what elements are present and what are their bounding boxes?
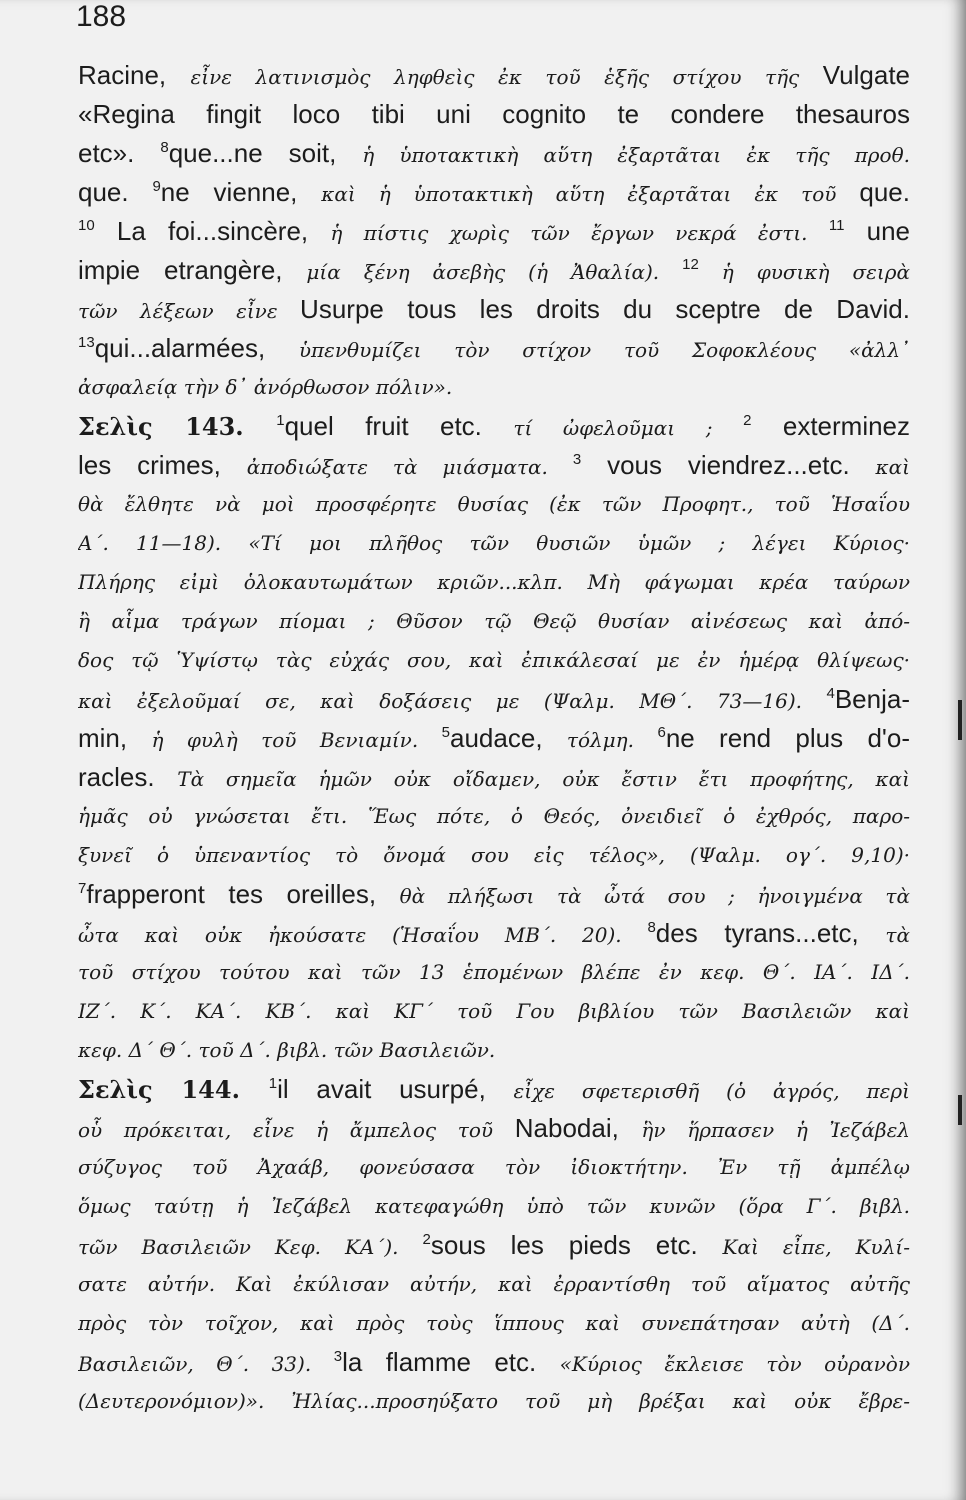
text-span: ξυνεῖ ὁ ὑπεναντίος τὸ ὄνομά σου εἰς τέλος», (Ψαλμ. ογ΄. 9,10)· <box>78 843 910 867</box>
text-line <box>78 290 910 329</box>
text-span: ἀσφαλείᾳ τὴν δ᾽ ἀνόρθωσον πόλιν». <box>78 375 453 399</box>
text-span: Benja- <box>834 684 910 714</box>
text-line <box>78 563 910 602</box>
footnote-number: 4 <box>826 685 835 702</box>
text-line <box>78 251 910 290</box>
section-heading: Σελὶς 144. <box>78 1075 269 1104</box>
text-span: ἡ φυλὴ τοῦ Βενιαμίν. <box>151 728 442 752</box>
text-span: τοῦ στίχου τούτου καὶ τῶν 13 ἑπομένων βλέπε ἐν κεφ. Θ΄. ΙΑ΄. ΙΔ΄. <box>78 960 910 984</box>
text-line <box>78 953 910 992</box>
text-span: Τὰ σημεῖα ἡμῶν οὐκ οἴδαμεν, οὐκ ἔστιν ἔτι προφήτης, καὶ <box>177 767 910 791</box>
text-span: audace, <box>450 723 567 753</box>
text-line <box>78 914 910 953</box>
edge-mark <box>958 1095 962 1125</box>
text-line <box>78 641 910 680</box>
text-line <box>78 212 910 251</box>
text-span: τῶν λέξεων εἶνε <box>78 299 301 323</box>
footnote-number: 5 <box>441 724 451 741</box>
text-span: ἡ πίστις χωρὶς τῶν ἔργων νεκρά ἐστι. <box>330 221 829 245</box>
text-span: τόλμη. <box>566 728 658 752</box>
text-span: que. <box>859 177 910 207</box>
text-span: les crimes, <box>78 450 247 480</box>
text-line <box>78 407 910 446</box>
text-span: καὶ ἐξελοῦμαί σε, καὶ δοξάσεις με (Ψαλμ. ΜΘ΄. 73—16). <box>78 689 827 713</box>
text-span: ἡ φυσικὴ σειρὰ <box>698 260 910 284</box>
footnote-number: 1 <box>268 1075 278 1092</box>
text-span: ὅμως ταύτῃ ἡ Ἰεζάβελ κατεφαγώθη ὑπὸ τῶν κυνῶν (ὅρα Γ΄. βιβλ. <box>78 1194 910 1218</box>
text-span: κεφ. Δ΄ Θ΄. τοῦ Δ΄. βιβλ. τῶν Βασιλειῶν. <box>78 1038 496 1062</box>
text-span: ἀποδιώξατε τὰ μιάσματα. <box>246 455 573 479</box>
footnote-number: 1 <box>276 412 285 429</box>
text-line <box>78 1031 910 1070</box>
text-span: εἶνε λατινισμὸς ληφθεὶς ἐκ τοῦ ἑξῆς στίχου τῆς <box>190 65 823 89</box>
footnote-number: 13 <box>78 334 95 351</box>
text-line <box>78 1187 910 1226</box>
footnote-number: 2 <box>743 412 752 429</box>
text-span: ἡ ὑποτακτικὴ αὕτη ἐξαρτᾶται ἐκ τῆς προθ. <box>362 143 910 167</box>
text-line <box>78 602 910 641</box>
text-span: «Κύριος ἔκλεισε τὸν οὐρανὸν <box>559 1352 910 1376</box>
text-span: Βασιλειῶν, Θ΄. 33). <box>78 1352 334 1376</box>
text-line <box>78 875 910 914</box>
text-span: εἶχε σφετερισθῆ (ὁ ἀγρός, περὶ <box>513 1079 910 1103</box>
footnote-number: 8 <box>160 139 169 156</box>
footnote-number: 2 <box>422 1231 431 1248</box>
text-span: une <box>844 216 910 246</box>
text-span: (Δευτερονόμιον)». Ἠλίας...προσηύξατο τοῦ μὴ βρέξαι καὶ οὐκ ἔβρε- <box>78 1389 910 1413</box>
footnote-number: 8 <box>647 919 656 936</box>
text-span: ὦτα καὶ οὐκ ἠκούσατε (Ἡσαΐου ΜΒ΄. 20). <box>78 923 648 947</box>
text-span: min, <box>78 723 152 753</box>
text-span: qui...alarmées, <box>94 333 299 363</box>
text-span: καὶ <box>875 455 910 479</box>
footnote-number: 3 <box>572 451 582 468</box>
text-line <box>78 1304 910 1343</box>
text-span: La foi...sincère, <box>94 216 331 246</box>
text-span: καὶ ἡ ὑποτακτικὴ αὕτη ἐξαρτᾶται ἐκ τοῦ <box>321 182 860 206</box>
text-span: Racine, <box>78 60 191 90</box>
text-span: θὰ ἔλθητε νὰ μοὶ προσφέρητε θυσίας (ἐκ τῶν Προφητ., τοῦ Ἡσαΐου <box>78 492 910 516</box>
text-span: Πλήρης εἰμὶ ὁλοκαυτωμάτων κριῶν...κλπ. Μὴ φάγωμαι κρέα ταύρων <box>78 570 910 594</box>
text-line <box>78 446 910 485</box>
text-span: quel fruit etc. <box>284 411 514 441</box>
text-span: μία ξένη ἀσεβὴς (ἡ Ἀθαλία). <box>306 260 683 284</box>
text-line <box>78 173 910 212</box>
text-span: Nabodai, <box>514 1113 642 1143</box>
text-span: τί ὠφελοῦμαι ; <box>513 416 744 440</box>
body-text <box>78 56 910 1421</box>
text-span: ὑπενθυμίζει τὸν στίχον τοῦ Σοφοκλέους «ἀλλ᾽ <box>298 338 910 362</box>
text-line <box>78 758 910 797</box>
text-span: sous les pieds etc. <box>430 1230 723 1260</box>
text-line <box>78 329 910 368</box>
edge-mark <box>958 700 962 740</box>
text-line <box>78 134 910 173</box>
text-span: Καὶ εἶπε, Κυλί- <box>722 1235 910 1259</box>
text-line <box>78 1265 910 1304</box>
footnote-number: 3 <box>333 1348 343 1365</box>
text-line <box>78 1148 910 1187</box>
text-line <box>78 368 910 407</box>
text-span: que...ne soit, <box>168 138 363 168</box>
text-span: etc». <box>78 138 161 168</box>
text-line <box>78 680 910 719</box>
text-span: vous viendrez...etc. <box>581 450 876 480</box>
footnote-number: 9 <box>152 178 161 195</box>
text-span: impie etrangère, <box>78 255 307 285</box>
text-span: πρὸς τὸν τοῖχον, καὶ πρὸς τοὺς ἵππους καὶ συνεπάτησαν αὐτὴ (Δ΄. <box>78 1311 910 1335</box>
text-line <box>78 719 910 758</box>
footnote-number: 7 <box>78 880 87 897</box>
page-number: 188 <box>76 0 127 33</box>
text-line <box>78 1382 910 1421</box>
text-span: la flamme etc. <box>342 1347 560 1377</box>
text-span: ἡμᾶς οὐ γνώσεται ἔτι. Ἕως πότε, ὁ Θεός, ὀνειδιεῖ ὁ ἐχθρός, παρο- <box>78 804 910 828</box>
text-span: Usurpe tous les droits du sceptre de David. <box>300 294 910 324</box>
text-span: ΙΖ΄. Κ΄. ΚΑ΄. ΚΒ΄. καὶ ΚΓ΄ τοῦ Γου βιβλίου τῶν Βασιλειῶν καὶ <box>78 999 910 1023</box>
text-span: Α΄. 11—18). «Τί μοι πλῆθος τῶν θυσιῶν ὑμῶν ; λέγει Κύριος· <box>78 531 910 555</box>
text-line <box>78 1343 910 1382</box>
text-span: ἢ αἷμα τράγων πίομαι ; Θῦσον τῷ Θεῷ θυσίαν αἰνέσεως καὶ ἀπό- <box>78 609 910 633</box>
text-line <box>78 1109 910 1148</box>
text-span: τῶν Βασιλειῶν Κεφ. ΚΑ΄). <box>78 1235 423 1259</box>
text-line <box>78 95 910 134</box>
text-span: ne rend plus d'o- <box>665 723 910 753</box>
text-line <box>78 1070 910 1109</box>
text-span: «Regina fingit loco tibi uni cognito te condere thesauros <box>78 99 910 129</box>
text-line <box>78 797 910 836</box>
section-heading: Σελὶς 143. <box>78 412 277 441</box>
footnote-number: 6 <box>657 724 666 741</box>
text-span: que. <box>78 177 153 207</box>
text-line <box>78 836 910 875</box>
text-span: οὗ πρόκειται, εἶνε ἡ ἄμπελος τοῦ <box>78 1118 515 1142</box>
text-span: σύζυγος τοῦ Ἀχαάβ, φονεύσασα τὸν ἰδιοκτήτην. Ἐν τῇ ἀμπέλῳ <box>78 1155 910 1179</box>
text-span: τὰ <box>885 923 910 947</box>
text-span: ἣν ἥρπασεν ἡ Ἰεζάβελ <box>641 1118 910 1142</box>
text-line <box>78 992 910 1031</box>
text-span: des tyrans...etc, <box>655 918 886 948</box>
text-span: Vulgate <box>822 60 910 90</box>
text-line <box>78 524 910 563</box>
text-span: θὰ πλήξωσι τὰ ὦτά σου ; ἠνοιγμένα τὰ <box>399 884 910 908</box>
text-span: σατε αὐτήν. Καὶ ἐκύλισαν αὐτήν, καὶ ἐρραντίσθη τοῦ αἵματος αὐτῆς <box>78 1272 910 1296</box>
footnote-number: 11 <box>828 217 845 234</box>
footnote-number: 10 <box>78 217 95 234</box>
text-span: il avait usurpé, <box>277 1074 514 1104</box>
footnote-number: 12 <box>682 256 699 273</box>
text-line <box>78 1226 910 1265</box>
text-line <box>78 56 910 95</box>
text-line <box>78 485 910 524</box>
text-span: ne vienne, <box>160 177 322 207</box>
text-span: δος τῷ Ὑψίστῳ τὰς εὐχάς σου, καὶ ἐπικάλεσαί με ἐν ἡμέρᾳ θλίψεως· <box>78 648 910 672</box>
text-span: exterminez <box>751 411 910 441</box>
text-span: frapperont tes oreilles, <box>86 879 400 909</box>
text-span: racles. <box>78 762 178 792</box>
